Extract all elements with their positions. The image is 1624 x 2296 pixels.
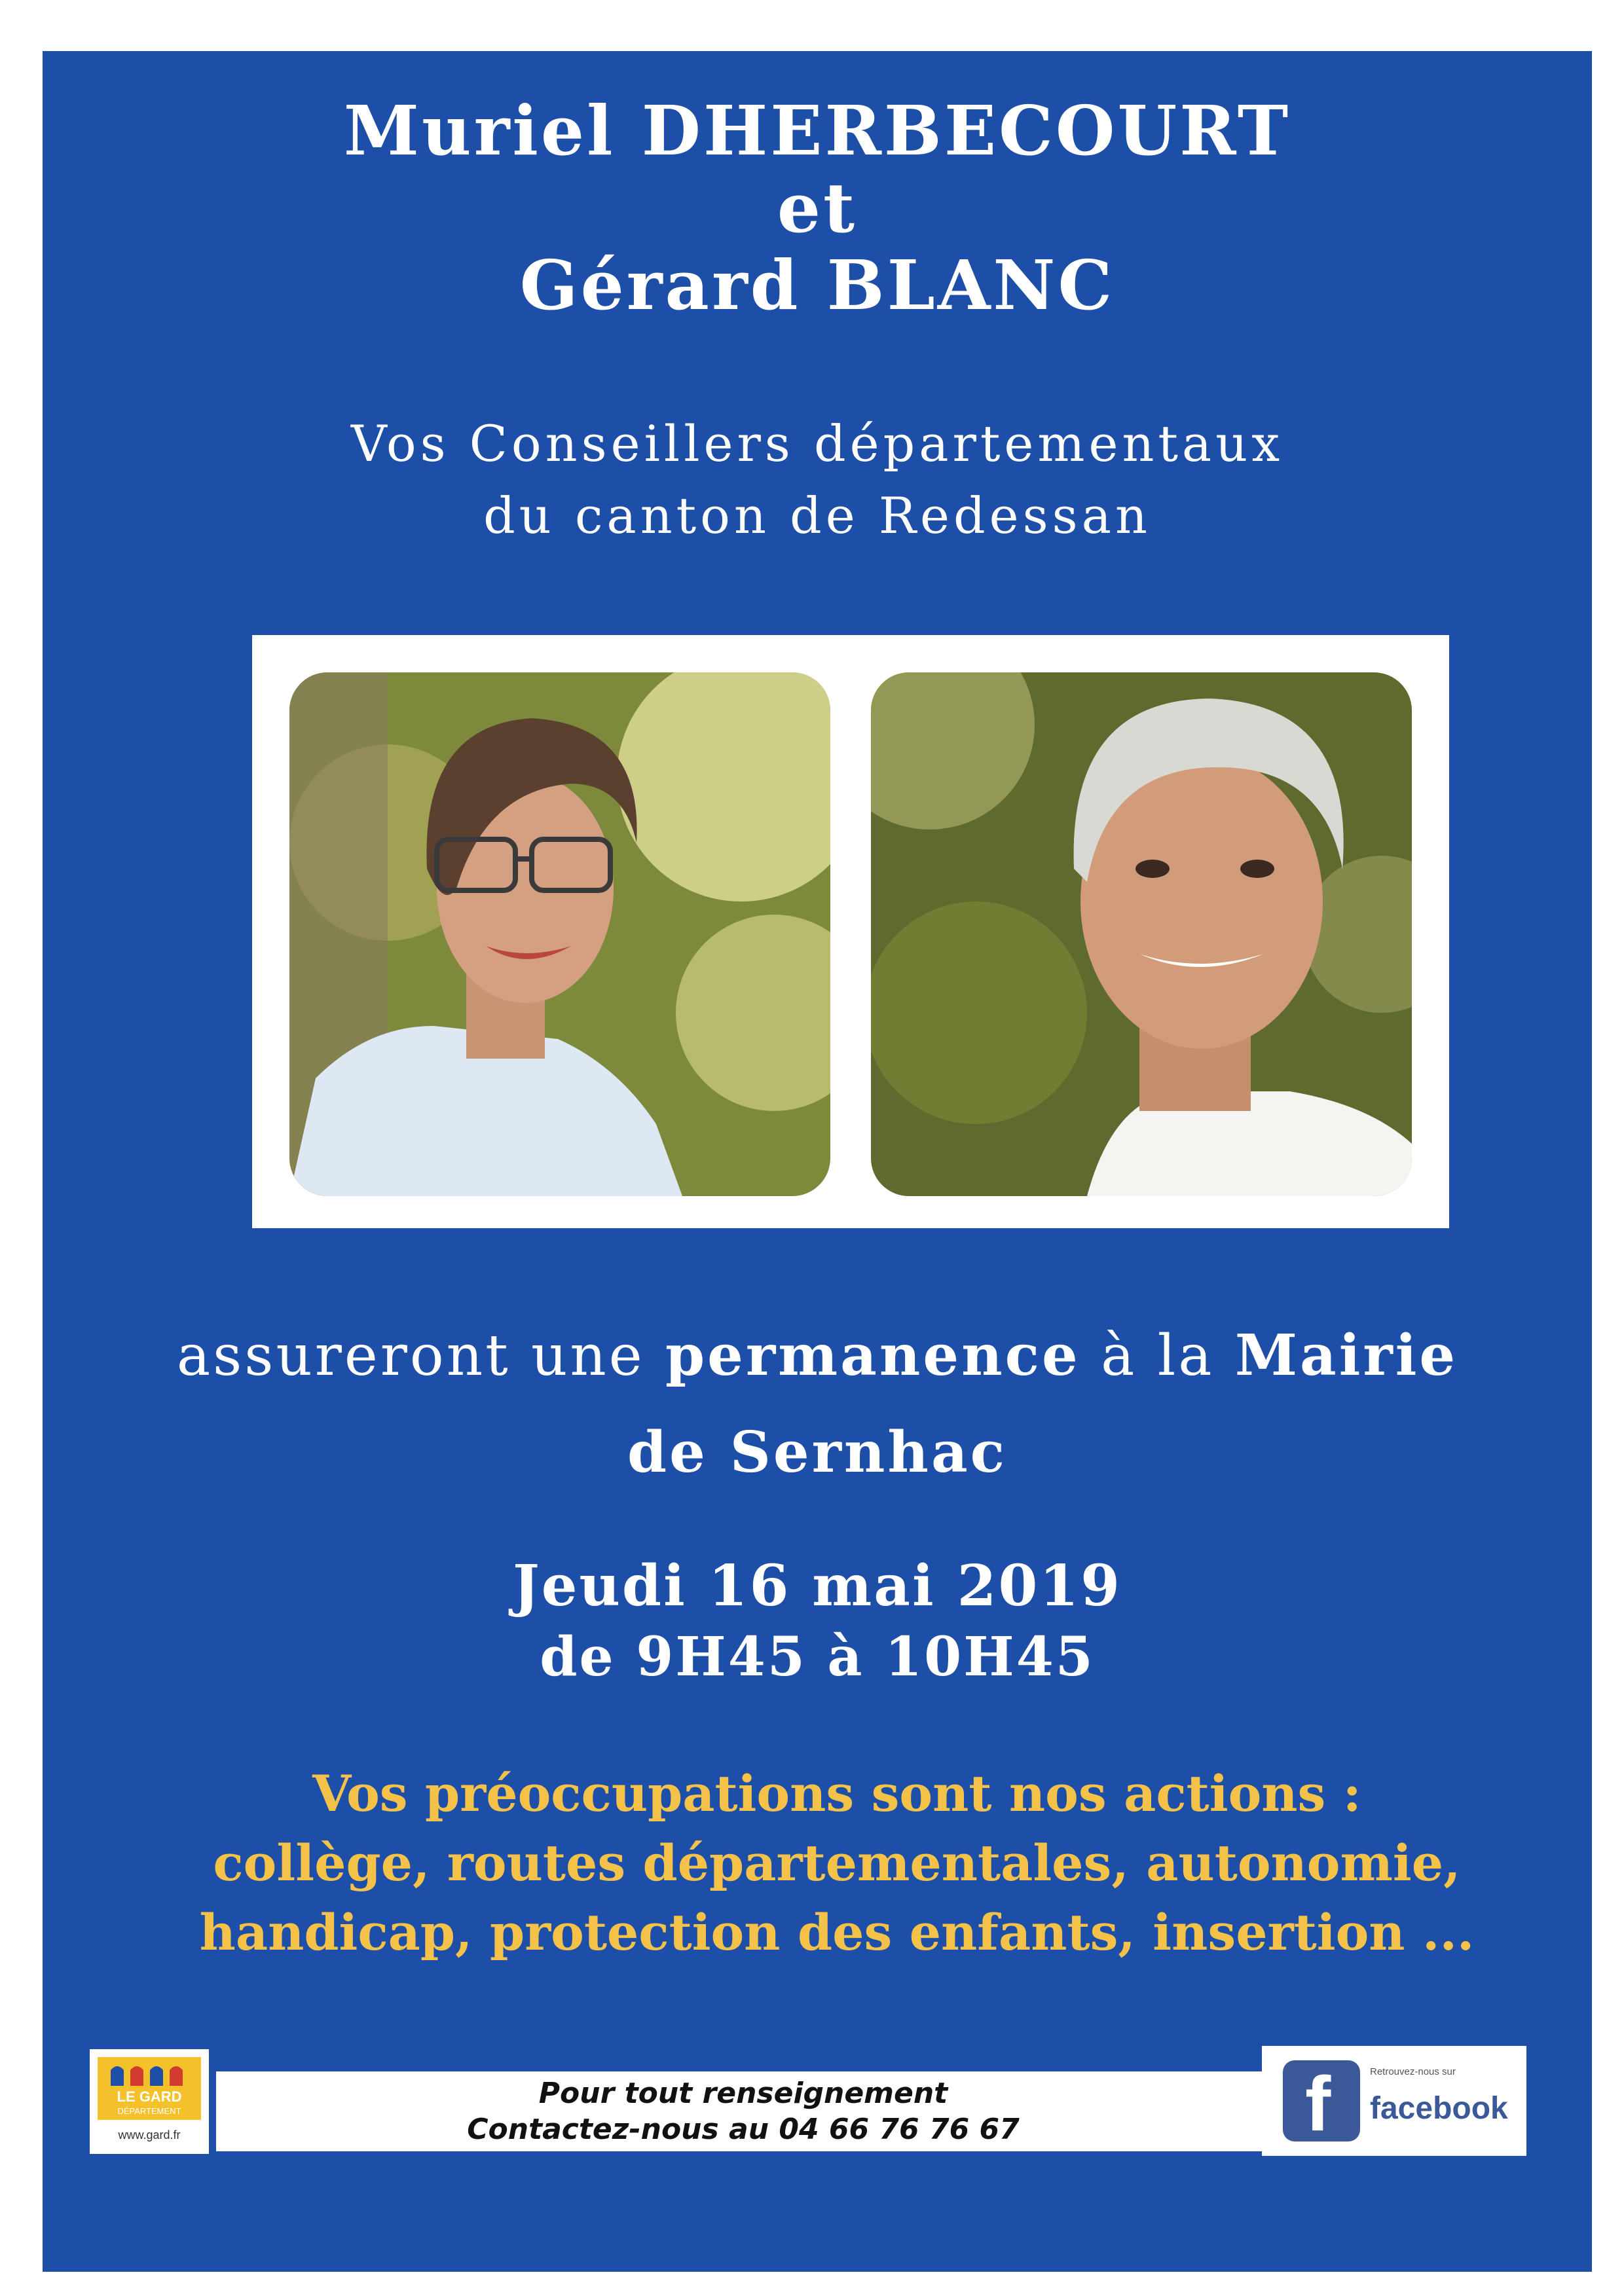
woman-portrait-image <box>289 672 830 1196</box>
announcement-mairie: Mairie <box>1234 1322 1458 1389</box>
gard-logo-text: LE GARD <box>117 2088 182 2105</box>
announcement-text-1: assureront une <box>176 1323 645 1389</box>
poster <box>43 51 1592 2272</box>
photo-frame <box>252 635 1449 1228</box>
concerns-line-2: collège, routes départementales, autonomie, <box>213 1834 1461 1892</box>
event-date: Jeudi 16 mai 2019 <box>513 1553 1122 1619</box>
photo-gerard <box>871 672 1412 1196</box>
photo-muriel <box>289 672 830 1196</box>
facebook-f-icon: f <box>1283 2060 1360 2141</box>
conjunction-et: et <box>777 168 858 248</box>
contact-line-1: Pour tout renseignement <box>538 2077 948 2110</box>
subtitle-line-1: Vos Conseillers départementaux <box>350 414 1284 473</box>
gard-logo-subtext: DÉPARTEMENT <box>117 2106 181 2116</box>
man-portrait-image <box>871 672 1412 1196</box>
contact-phone[interactable]: Contactez-nous au 04 66 76 76 67 <box>467 2113 1020 2146</box>
facebook-small-text: Retrouvez-nous sur <box>1370 2066 1456 2077</box>
concerns-line-3: handicap, protection des enfants, insertion ... <box>199 1903 1475 1961</box>
gard-logo-url: www.gard.fr <box>118 2128 181 2141</box>
announcement-text-2: à la <box>1101 1323 1215 1389</box>
facebook-box[interactable] <box>1262 2046 1526 2156</box>
announcement-permanence: permanence <box>665 1322 1080 1389</box>
announcement-line-2: de Sernhac <box>627 1419 1008 1485</box>
gard-logo-arches-icon <box>98 2061 201 2087</box>
announcement-line-1 <box>43 1322 1592 1389</box>
subtitle-line-2: du canton de Redessan <box>483 486 1151 545</box>
name-muriel-dherbecourt: Muriel DHERBECOURT <box>343 90 1291 171</box>
name-gerard-blanc: Gérard BLANC <box>519 245 1115 325</box>
gard-logo[interactable] <box>90 2049 209 2154</box>
event-hours: de 9H45 à 10H45 <box>540 1626 1095 1688</box>
facebook-label: facebook <box>1370 2091 1508 2126</box>
gard-logo-emblem <box>98 2057 201 2120</box>
contact-box <box>216 2071 1270 2151</box>
concerns-line-1: Vos préoccupations sont nos actions : <box>312 1764 1361 1823</box>
